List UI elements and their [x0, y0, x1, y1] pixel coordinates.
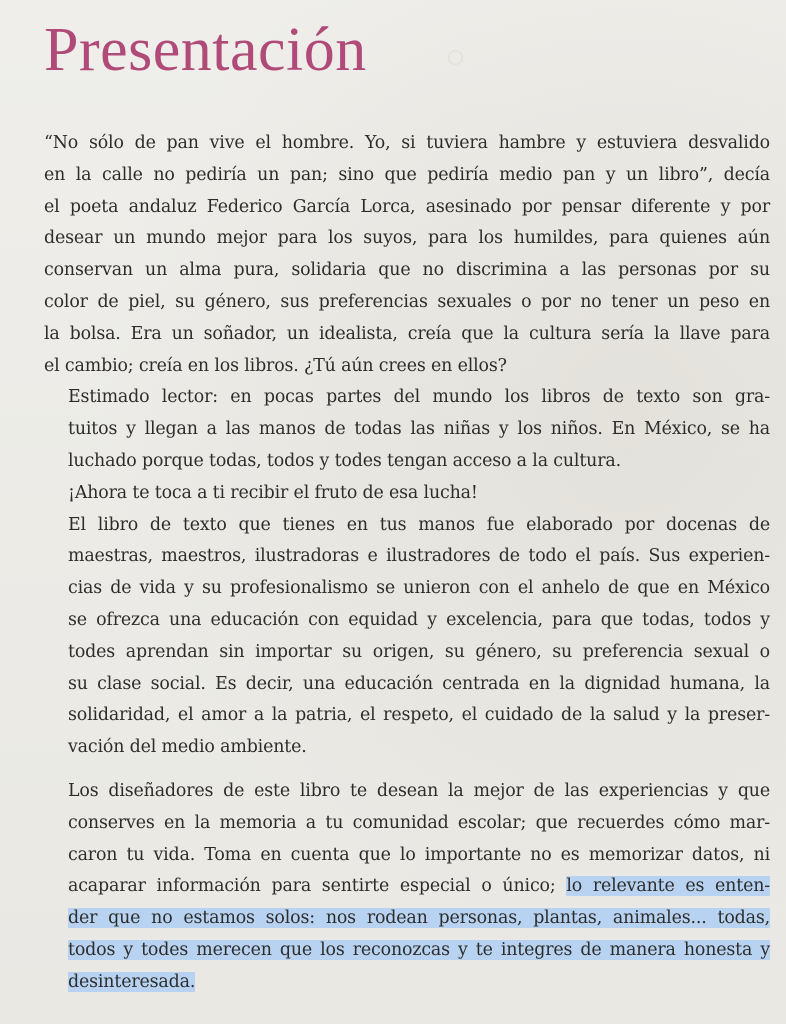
text-line: maestras, maestros, ilustradoras e ilustradores de todo el país. Sus experien- — [68, 546, 770, 567]
text-line — [44, 967, 770, 999]
text-line: solidaridad, el amor a la patria, el respeto, el cuidado de la salud y la preser- — [68, 705, 770, 726]
text-line — [44, 871, 770, 903]
paragraph-lorca-quote — [44, 128, 770, 382]
text-line: Estimado lector: en pocas partes del mundo los libros de texto son gra- — [68, 387, 770, 408]
highlighted-text[interactable]: der que no estamos solos: nos rodean personas, plantas, animales... todas, — [68, 908, 770, 929]
text-line: tuitos y llegan a las manos de todas las niñas y los niños. En México, se ha — [68, 419, 770, 440]
paragraph-exclamation — [44, 478, 770, 510]
text-line: todes aprendan sin importar su origen, su género, su preferencia sexual o — [68, 641, 770, 662]
text-line: caron tu vida. Toma en cuenta que lo importante no es memorizar datos, ni — [68, 844, 770, 865]
text-line: desear un mundo mejor para los suyos, para los humildes, para quienes aún — [44, 228, 770, 249]
text-line — [44, 935, 770, 967]
text-line: la bolsa. Era un soñador, un idealista, creía que la cultura sería la llave para — [44, 323, 770, 344]
highlighted-text[interactable]: todos y todes merecen que los reconozcas y te integres de manera honesta y — [68, 939, 770, 960]
presentation-body — [44, 128, 770, 999]
text-line: luchado porque todas, todos y todes tengan acceso a la cultura. — [68, 450, 621, 471]
highlighted-text[interactable]: desinteresada. — [68, 971, 196, 992]
text-line: conserves en la memoria a tu comunidad escolar; que recuerdes cómo mar- — [68, 812, 770, 833]
text-line: vación del medio ambiente. — [68, 737, 307, 758]
text-line: el poeta andaluz Federico García Lorca, asesinado por pensar diferente y por — [44, 196, 770, 217]
text-line: El libro de texto que tienes en tus manos fue elaborado por docenas de — [68, 514, 770, 535]
text-line: el cambio; creía en los libros. ¿Tú aún crees en ellos? — [44, 355, 507, 376]
text-segment: acaparar información para sentirte especial o único; — [68, 876, 567, 897]
paragraph-textbook — [44, 510, 770, 764]
paragraph-designers — [44, 776, 770, 999]
text-line: conservan un alma pura, solidaria que no discrimina a las personas por su — [44, 260, 770, 281]
text-line: en la calle no pediría un pan; sino que pediría medio pan y un libro”, decía — [44, 164, 770, 185]
text-line: se ofrezca una educación con equidad y excelencia, para que todas, todos y — [68, 609, 770, 630]
text-line: color de piel, su género, sus preferencias sexuales o por no tener un peso en — [44, 291, 770, 312]
page-title: Presentación — [44, 16, 367, 84]
text-line: su clase social. Es decir, una educación centrada en la dignidad humana, la — [68, 673, 770, 694]
paragraph-dear-reader — [44, 382, 770, 477]
text-line: “No sólo de pan vive el hombre. Yo, si tuviera hambre y estuviera desvalido — [44, 133, 770, 153]
text-line — [44, 903, 770, 935]
text-line: ¡Ahora te toca a ti recibir el fruto de esa lucha! — [68, 482, 478, 503]
text-line: cias de vida y su profesionalismo se unieron con el anhelo de que en México — [68, 578, 770, 599]
bleed-through-decoration: ◦ — [440, 30, 473, 90]
text-line: Los diseñadores de este libro te desean la mejor de las experiencias y que — [68, 780, 770, 801]
highlighted-text[interactable]: lo relevante es enten- — [566, 876, 770, 897]
